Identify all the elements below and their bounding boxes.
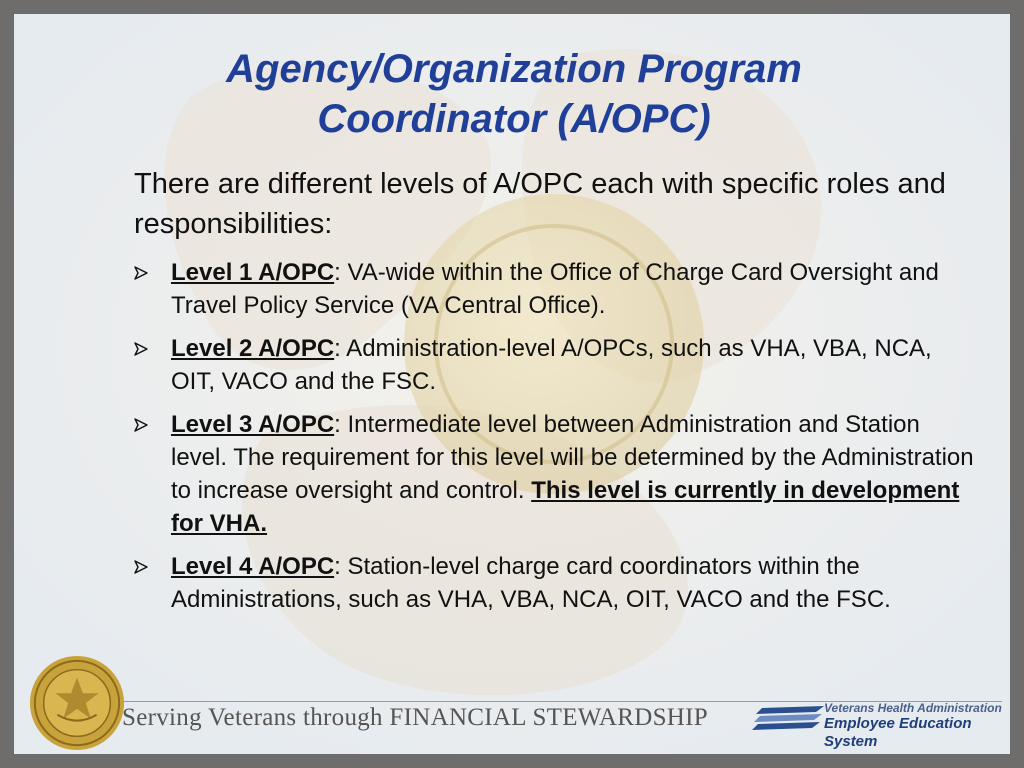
intro-text: There are different levels of A/OPC each with specific roles and responsibilities: bbox=[134, 168, 946, 240]
va-seal-icon bbox=[28, 654, 126, 752]
level-label: Level 1 A/OPC bbox=[171, 259, 335, 286]
footer-tagline: Serving Veterans through FINANCIAL STEWARDSHIP bbox=[122, 704, 708, 731]
list-item-level-1 bbox=[134, 256, 974, 322]
level-label: Level 2 A/OPC bbox=[171, 335, 335, 362]
arrow-bullet-icon bbox=[134, 418, 148, 432]
org-line-1: Veterans Health Administration bbox=[824, 701, 1002, 715]
level-description: : Intermediate level between Administration and Station level. The requirement for this level will be determined by the Administration to increase oversight and control. bbox=[171, 411, 974, 504]
arrow-bullet-icon bbox=[134, 560, 148, 574]
list-item-level-2 bbox=[134, 332, 974, 398]
title-line-2: Coordinator (A/OPC) bbox=[317, 97, 711, 141]
level-list bbox=[134, 256, 974, 616]
level-label: Level 3 A/OPC bbox=[171, 411, 335, 438]
list-item-level-3 bbox=[134, 408, 974, 540]
org-line-2: Employee Education System bbox=[824, 715, 972, 750]
level-label: Level 4 A/OPC bbox=[171, 553, 335, 580]
arrow-bullet-icon bbox=[134, 266, 148, 280]
slide-title bbox=[164, 44, 864, 144]
list-item-level-4 bbox=[134, 550, 974, 616]
development-note: This level is currently in development for VHA. bbox=[171, 477, 960, 537]
level-description: : Station-level charge card coordinators within the Administrations, such as VHA, VBA, NCA, OIT, VACO and the FSC. bbox=[171, 553, 891, 613]
title-line-1: Agency/Organization Program bbox=[226, 47, 802, 91]
level-description: : Administration-level A/OPCs, such as VHA, VBA, NCA, OIT, VACO and the FSC. bbox=[171, 335, 932, 395]
vha-ees-logo-text bbox=[824, 701, 1006, 751]
level-description: : VA-wide within the Office of Charge Card Oversight and Travel Policy Service (VA Central Office). bbox=[171, 259, 939, 319]
arrow-bullet-icon bbox=[134, 342, 148, 356]
vha-flag-logo-icon bbox=[752, 702, 832, 734]
slide-body bbox=[134, 164, 974, 626]
slide bbox=[14, 14, 1010, 754]
